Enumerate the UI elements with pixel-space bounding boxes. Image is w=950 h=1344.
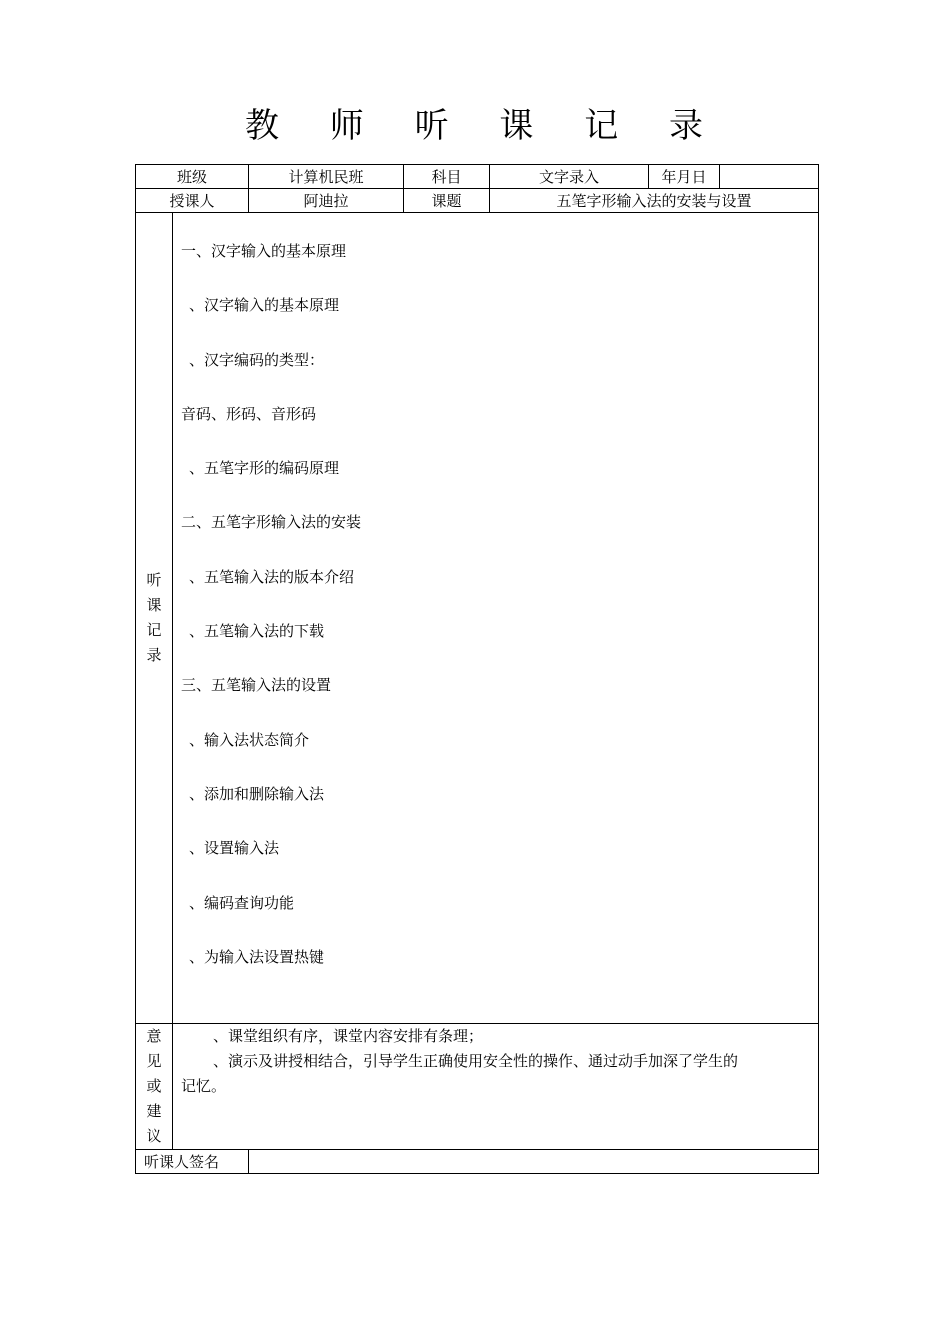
opinion-row bbox=[136, 1024, 819, 1150]
topic-value: 五笔字形输入法的安装与设置 bbox=[490, 189, 819, 213]
subject-value: 文字录入 bbox=[490, 165, 649, 189]
record-line: 、输入法状态简介 bbox=[189, 730, 310, 749]
opinion-text bbox=[181, 1024, 810, 1099]
opinion-label-char: 见 bbox=[146, 1052, 162, 1070]
record-line: 、添加和删除输入法 bbox=[189, 784, 325, 803]
signature-row bbox=[136, 1150, 819, 1174]
record-line: 、五笔输入法的下载 bbox=[189, 622, 325, 641]
opinion-line-3: 记忆。 bbox=[181, 1077, 227, 1095]
date-label: 年月日 bbox=[649, 165, 720, 189]
record-notes bbox=[173, 213, 819, 1024]
record-label-char: 记 bbox=[146, 621, 162, 639]
page-title: 教 师 听 课 记 录 bbox=[244, 106, 724, 146]
record-line: 三、五笔输入法的设置 bbox=[181, 676, 332, 695]
record-line: 一、汉字输入的基本原理 bbox=[181, 242, 347, 260]
record-notes-list bbox=[173, 213, 818, 999]
record-label bbox=[136, 213, 173, 1024]
opinion-line-2: 、演示及讲授相结合，引导学生正确使用安全性的操作、通过动手加深了学生的 bbox=[213, 1052, 739, 1070]
class-value: 计算机民班 bbox=[249, 165, 404, 189]
lesson-record-table bbox=[135, 164, 819, 1174]
record-line: 、编码查询功能 bbox=[189, 893, 295, 912]
header-row-1 bbox=[136, 165, 819, 189]
opinion-content bbox=[173, 1024, 819, 1150]
record-row bbox=[136, 213, 819, 1024]
opinion-label-char: 议 bbox=[146, 1127, 162, 1145]
record-line: 、五笔输入法的版本介绍 bbox=[189, 567, 355, 586]
opinion-label-char: 或 bbox=[146, 1077, 162, 1095]
topic-label: 课题 bbox=[404, 189, 490, 213]
record-label-char: 听 bbox=[146, 571, 162, 589]
opinion-label bbox=[136, 1024, 173, 1150]
record-line: 音码、形码、音形码 bbox=[181, 404, 317, 423]
signature-value[interactable] bbox=[249, 1150, 819, 1174]
class-label: 班级 bbox=[136, 165, 249, 189]
record-label-char: 录 bbox=[146, 646, 162, 664]
record-line: 、五笔字形的编码原理 bbox=[189, 459, 340, 478]
opinion-label-char: 意 bbox=[146, 1027, 162, 1045]
record-line: 、汉字输入的基本原理 bbox=[189, 296, 340, 315]
record-line: 、设置输入法 bbox=[189, 839, 280, 858]
opinion-label-char: 建 bbox=[146, 1102, 162, 1120]
opinion-line-1: 、课堂组织有序，课堂内容安排有条理； bbox=[213, 1027, 484, 1045]
subject-label: 科目 bbox=[404, 165, 490, 189]
header-row-2 bbox=[136, 189, 819, 213]
lecturer-value: 阿迪拉 bbox=[249, 189, 404, 213]
signature-label: 听课人签名 bbox=[136, 1150, 249, 1174]
record-line: 、为输入法设置热键 bbox=[189, 947, 325, 966]
record-label-char: 课 bbox=[146, 596, 162, 614]
date-value bbox=[720, 165, 819, 189]
lecturer-label: 授课人 bbox=[136, 189, 249, 213]
record-line: 、汉字编码的类型： bbox=[189, 350, 325, 369]
record-line: 二、五笔字形输入法的安装 bbox=[181, 513, 362, 532]
